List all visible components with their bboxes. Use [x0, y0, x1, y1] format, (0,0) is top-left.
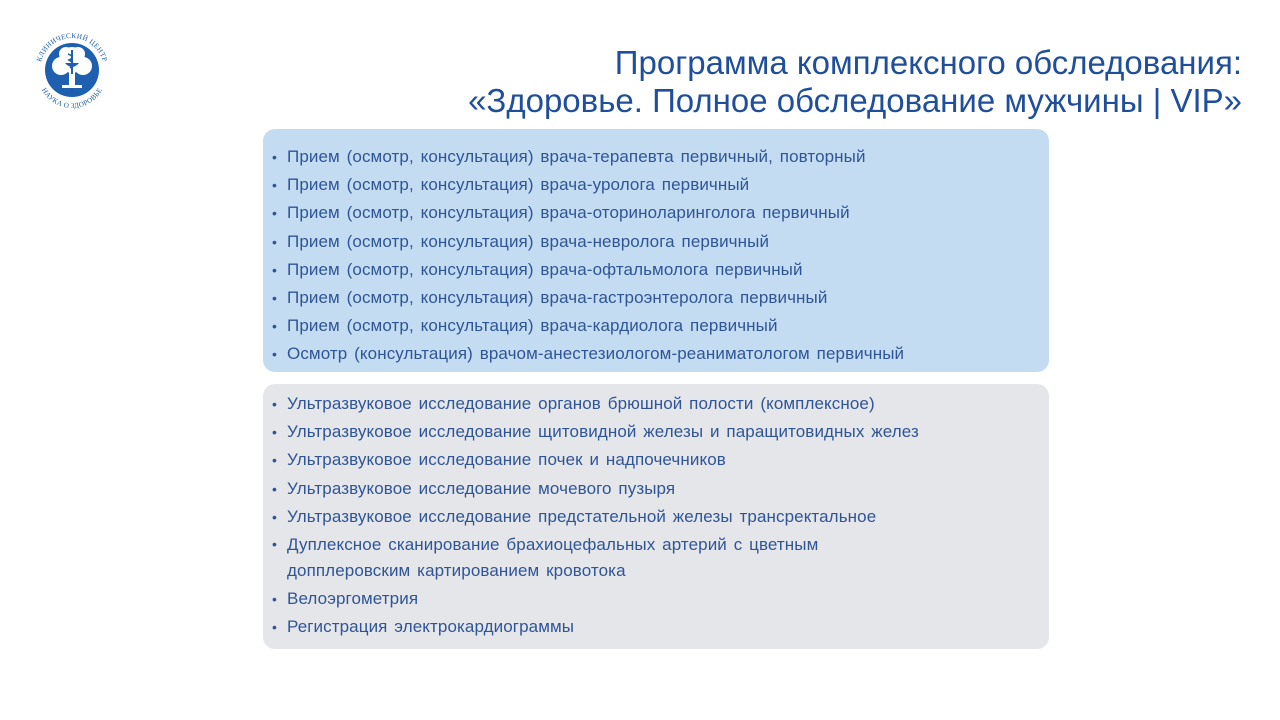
page-title-line-2: «Здоровье. Полное обследование мужчины | VIP» [468, 82, 1242, 119]
list-item: • Прием (осмотр, консультация) врача-кардиолога первичный [272, 312, 1041, 340]
list-item: • Ультразвуковое исследование мочевого пузыря [272, 475, 1041, 503]
bullet-icon: • [272, 318, 278, 335]
consultations-list [272, 143, 1041, 369]
list-item: • Прием (осмотр, консультация) врача-оториноларинголога первичный [272, 199, 1041, 227]
bullet-icon: • [272, 177, 278, 194]
list-item: • Прием (осмотр, консультация) врача-терапевта первичный, повторный [272, 143, 1041, 171]
consultations-panel [263, 129, 1049, 372]
bullet-icon: • [272, 346, 278, 363]
bullet-icon: • [272, 508, 278, 525]
list-item: • Прием (осмотр, консультация) врача-гастроэнтеролога первичный [272, 284, 1041, 312]
list-item: • Регистрация электрокардиограммы [272, 613, 1041, 641]
bullet-icon: • [272, 452, 278, 469]
examinations-list [272, 390, 1041, 641]
clinic-logo [26, 24, 118, 116]
bullet-icon: • [272, 205, 278, 222]
list-item: • Ультразвуковое исследование щитовидной железы и паращитовидных желез [272, 418, 1041, 446]
page-title [468, 44, 1242, 120]
bullet-icon: • [272, 424, 278, 441]
bullet-icon: • [272, 290, 278, 307]
list-item: • Дуплексное сканирование брахиоцефальных артерий с цветным допплеровским картированием кровотока [272, 531, 887, 585]
list-item: • Ультразвуковое исследование органов брюшной полости (комплексное) [272, 390, 1041, 418]
list-item: • Прием (осмотр, консультация) врача-офтальмолога первичный [272, 256, 1041, 284]
bullet-icon: • [272, 233, 278, 250]
examinations-panel [263, 384, 1049, 649]
list-item: • Велоэргометрия [272, 585, 1041, 613]
list-item: • Осмотр (консультация) врачом-анестезиологом-реаниматологом первичный [272, 340, 1041, 368]
list-item: • Ультразвуковое исследование предстательной железы трансректальное [272, 503, 1041, 531]
clinic-logo-emblem [26, 24, 118, 116]
bullet-icon: • [272, 591, 278, 608]
bullet-icon: • [272, 149, 278, 165]
list-item: • Ультразвуковое исследование почек и надпочечников [272, 446, 1041, 474]
page-title-line-1: Программа комплексного обследования: [614, 44, 1242, 81]
logo-text-bottom: НАУКА О ЗДОРОВЬЕ [39, 86, 105, 111]
bullet-icon: • [272, 261, 278, 278]
bullet-icon: • [272, 480, 278, 497]
list-item: • Прием (осмотр, консультация) врача-уролога первичный [272, 171, 1041, 199]
bullet-icon: • [272, 396, 278, 412]
bullet-icon: • [272, 536, 278, 553]
list-item: • Прием (осмотр, консультация) врача-невролога первичный [272, 228, 1041, 256]
logo-text-top: КЛИНИЧЕСКИЙ ЦЕНТР [35, 31, 109, 63]
bullet-icon: • [272, 619, 278, 636]
